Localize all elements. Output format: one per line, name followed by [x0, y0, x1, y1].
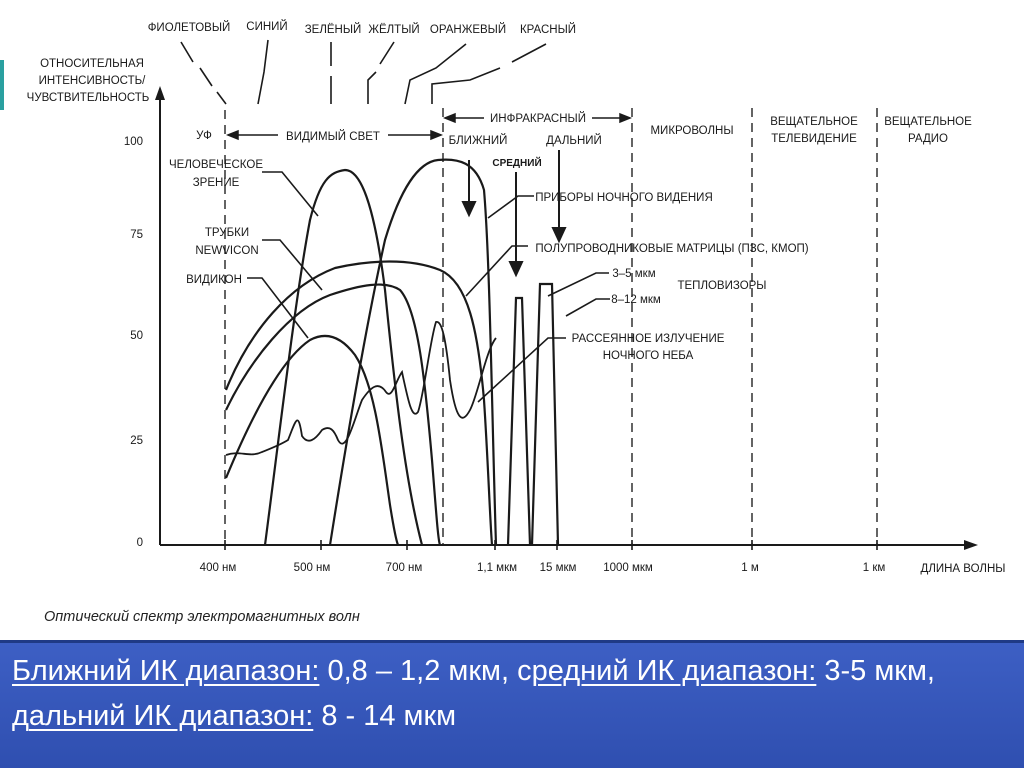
- band-3-5-mkm-shape: [508, 298, 530, 545]
- x-tick-1-1mkm: 1,1 мкм: [476, 562, 518, 574]
- y-tick-75: 75: [130, 229, 143, 241]
- y-axis-arrow: [155, 86, 165, 100]
- far-ir-label: альний ИК диапазон:: [28, 700, 314, 732]
- label-3-5-mkm: 3–5 мкм: [612, 268, 656, 280]
- band-visible: ВИДИМЫЙ СВЕТ: [286, 131, 380, 143]
- pointer-3-5-mkm: [548, 273, 609, 296]
- x-tick-15mkm: 15 мкм: [539, 562, 577, 574]
- band-far: ДАЛЬНИЙ: [546, 135, 602, 147]
- thermal-bands: [508, 284, 558, 545]
- label-human-vision-2: ЗРЕНИЕ: [192, 177, 240, 189]
- band-separators: [225, 108, 877, 545]
- summary-text: [12, 649, 1010, 739]
- x-tick-500nm: 500 нм: [293, 562, 331, 574]
- x-tick-700nm: 700 нм: [385, 562, 423, 574]
- far-ir-value: 8 - 14 мкм: [313, 700, 457, 732]
- near-ir-label: Ближний ИК диапазон:: [12, 655, 320, 687]
- x-tick-400nm: 400 нм: [199, 562, 237, 574]
- label-8-12-mkm: 8–12 мкм: [611, 294, 661, 306]
- pointer-8-12-mkm: [566, 299, 610, 316]
- label-blue: СИНИЙ: [246, 21, 288, 33]
- band-microwaves: МИКРОВОЛНЫ: [650, 125, 734, 137]
- band-uv: УФ: [196, 130, 212, 142]
- near-ir-value: 0,8 – 1,2 мкм, с: [319, 655, 532, 687]
- summary-panel: [0, 640, 1024, 768]
- label-night-vision: ПРИБОРЫ НОЧНОГО ВИДЕНИЯ: [535, 192, 713, 204]
- band-near: БЛИЖНИЙ: [448, 135, 508, 147]
- band-8-12-mkm-shape: [532, 284, 558, 545]
- label-yellow: ЖЁЛТЫЙ: [368, 24, 420, 36]
- curve-semiconductor: [226, 262, 492, 546]
- label-night-sky-2: НОЧНОГО НЕБА: [602, 350, 694, 362]
- label-green: ЗЕЛЁНЫЙ: [304, 24, 362, 36]
- label-thermal: ТЕПЛОВИЗОРЫ: [677, 280, 767, 292]
- label-violet: ФИОЛЕТОВЫЙ: [147, 22, 231, 34]
- label-red: КРАСНЫЙ: [519, 24, 577, 36]
- y-tick-100: 100: [123, 136, 143, 148]
- x-axis-label: ДЛИНА ВОЛНЫ: [920, 563, 1006, 575]
- y-ticks: [124, 136, 143, 549]
- color-pointers: [181, 40, 546, 104]
- x-ticks: [200, 562, 1006, 575]
- band-middle: СРЕДНИЙ: [492, 158, 542, 169]
- curve-night-vision-device: [330, 160, 496, 545]
- label-human-vision-1: ЧЕЛОВЕЧЕСКОЕ: [169, 159, 263, 171]
- y-tick-50: 50: [130, 330, 143, 342]
- y-tick-25: 25: [130, 435, 143, 447]
- pointer-newvicon: [262, 240, 322, 290]
- figure-caption: Оптический спектр электромагнитных волн: [44, 609, 360, 625]
- mid-ir-value: 3-5 мкм, д: [12, 655, 935, 732]
- pointer-human-vision: [262, 172, 318, 216]
- label-newvicon-2: NEWVICON: [195, 245, 259, 257]
- x-tick-1m: 1 м: [741, 562, 759, 574]
- color-labels: [148, 20, 576, 36]
- label-orange: ОРАНЖЕВЫЙ: [429, 24, 507, 36]
- y-label-line-3: ЧУВСТВИТЕЛЬНОСТЬ: [26, 92, 150, 104]
- band-tv-line-2: ТЕЛЕВИДЕНИЕ: [771, 133, 857, 145]
- label-night-sky-1: РАССЕЯННОЕ ИЗЛУЧЕНИЕ: [571, 333, 725, 345]
- x-tick-1000mkm: 1000 мкм: [603, 562, 653, 574]
- curve-night-sky: [226, 322, 496, 455]
- band-radio-line-1: ВЕЩАТЕЛЬНОЕ: [884, 116, 972, 128]
- x-tick-1km: 1 км: [862, 562, 886, 574]
- curve-newvicon: [226, 285, 440, 545]
- y-label-line-2: ИНТЕНСИВНОСТЬ/: [38, 75, 146, 87]
- band-infrared: ИНФРАКРАСНЫЙ: [490, 113, 586, 125]
- y-tick-0: 0: [136, 537, 143, 549]
- band-radio-line-2: РАДИО: [908, 133, 948, 145]
- band-tv-line-1: ВЕЩАТЕЛЬНОЕ: [770, 116, 858, 128]
- pointer-night-vision: [488, 196, 534, 218]
- label-semiconductor: ПОЛУПРОВОДНИКОВЫЕ МАТРИЦЫ (ПЗС, КМОП): [535, 243, 809, 255]
- mid-ir-label: редний ИК диапазон:: [531, 655, 817, 687]
- label-vidicon: ВИДИКОН: [186, 274, 242, 286]
- y-axis-label: [27, 58, 150, 104]
- label-newvicon-1: ТРУБКИ: [204, 227, 250, 239]
- curve-human-vision: [265, 170, 422, 545]
- y-label-line-1: ОТНОСИТЕЛЬНАЯ: [40, 58, 144, 70]
- x-axis-arrow: [964, 540, 978, 550]
